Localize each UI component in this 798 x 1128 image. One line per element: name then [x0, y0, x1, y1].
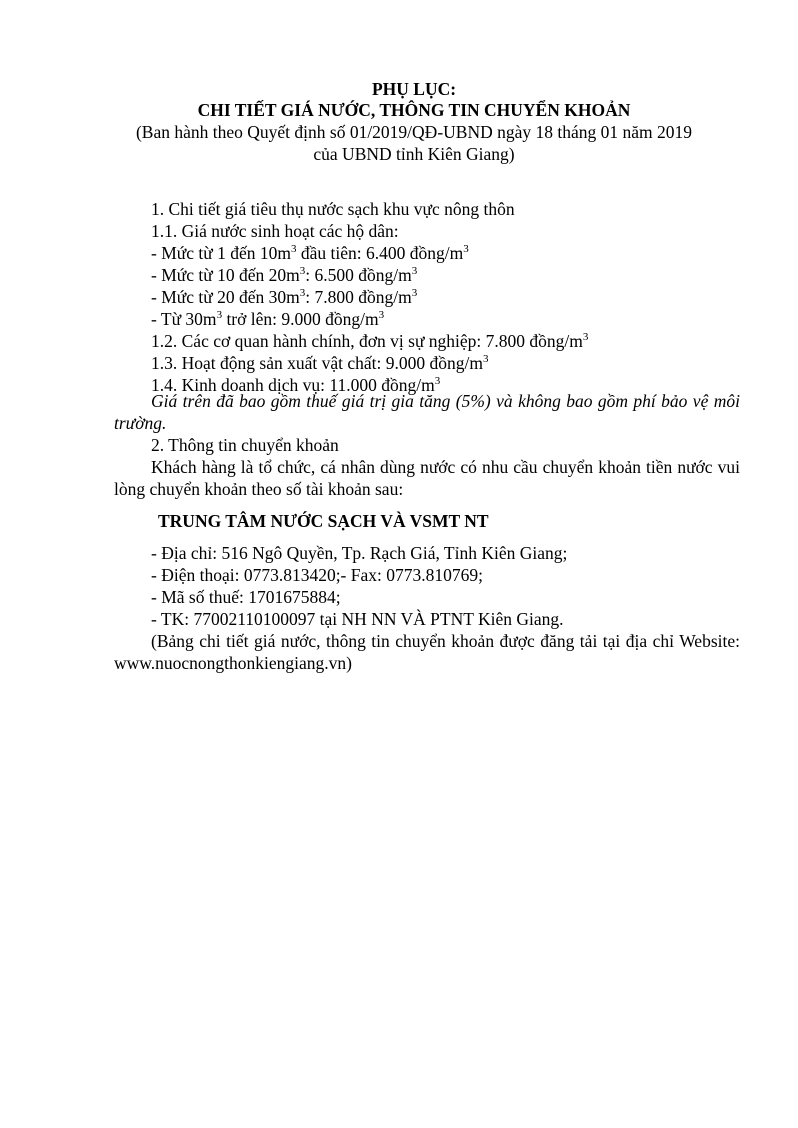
- phone-fax-line: - Điện thoại: 0773.813420;- Fax: 0773.810769;: [151, 565, 483, 585]
- website-note: (Bảng chi tiết giá nước, thông tin chuyển khoản được đăng tải tại địa chỉ Website: www.nuocnongthonkiengiang.vn): [114, 631, 740, 673]
- section1-2-admin-price: 1.2. Các cơ quan hành chính, đơn vị sự nghiệp: 7.800 đồng/$m^3$: [151, 331, 589, 351]
- section1-4-business-price: 1.4. Kinh doanh dịch vụ: 11.000 đồng/$m^3$: [151, 375, 441, 395]
- decision-reference-line2: của UBND tỉnh Kiên Giang): [313, 144, 515, 164]
- price-tier-item: - Mức từ 10 đến $20m^3$: 6.500 đồng/$m^3$: [151, 265, 418, 285]
- transfer-intro: Khách hàng là tổ chức, cá nhân dùng nước có nhu cầu chuyển khoản tiền nước vui lòng chuyển khoản theo số tài khoản sau:: [114, 457, 740, 499]
- price-tier-item: - Từ $30m^3$ trở lên: 9.000 đồng/$m^3$: [151, 309, 385, 329]
- section1-heading: 1. Chi tiết giá tiêu thụ nước sạch khu vực nông thôn: [151, 199, 515, 219]
- document-subtitle: CHI TIẾT GIÁ NƯỚC, THÔNG TIN CHUYỂN KHOẢN: [197, 100, 631, 120]
- section1-1-heading: 1.1. Giá nước sinh hoạt các hộ dân:: [151, 221, 399, 241]
- tax-code-line: - Mã số thuế: 1701675884;: [151, 587, 341, 607]
- price-tier-item: - Mức từ 20 đến $30m^3$: 7.800 đồng/$m^3$: [151, 287, 418, 307]
- section2-heading: 2. Thông tin chuyển khoản: [151, 435, 339, 455]
- decision-reference-line1: (Ban hành theo Quyết định số 01/2019/QĐ-UBND ngày 18 tháng 01 năm 2019: [135, 122, 693, 142]
- section1-3-production-price: 1.3. Hoạt động sản xuất vật chất: 9.000 đồng/$m^3$: [151, 353, 489, 373]
- bank-account-line: - TK: 77002110100097 tại NH NN VÀ PTNT Kiên Giang.: [151, 609, 564, 629]
- organization-name: TRUNG TÂM NƯỚC SẠCH VÀ VSMT NT: [158, 511, 489, 531]
- address-line: - Địa chỉ: 516 Ngô Quyền, Tp. Rạch Giá, Tỉnh Kiên Giang;: [151, 543, 568, 563]
- tax-note: Giá trên đã bao gồm thuế giá trị gia tăng (5%) và không bao gồm phí bảo vệ môi trường.: [114, 391, 740, 433]
- appendix-title: PHỤ LỤC:: [371, 79, 457, 99]
- price-tier-item: - Mức từ 1 đến $10m^3$ đầu tiên: 6.400 đồng/$m^3$: [151, 243, 469, 263]
